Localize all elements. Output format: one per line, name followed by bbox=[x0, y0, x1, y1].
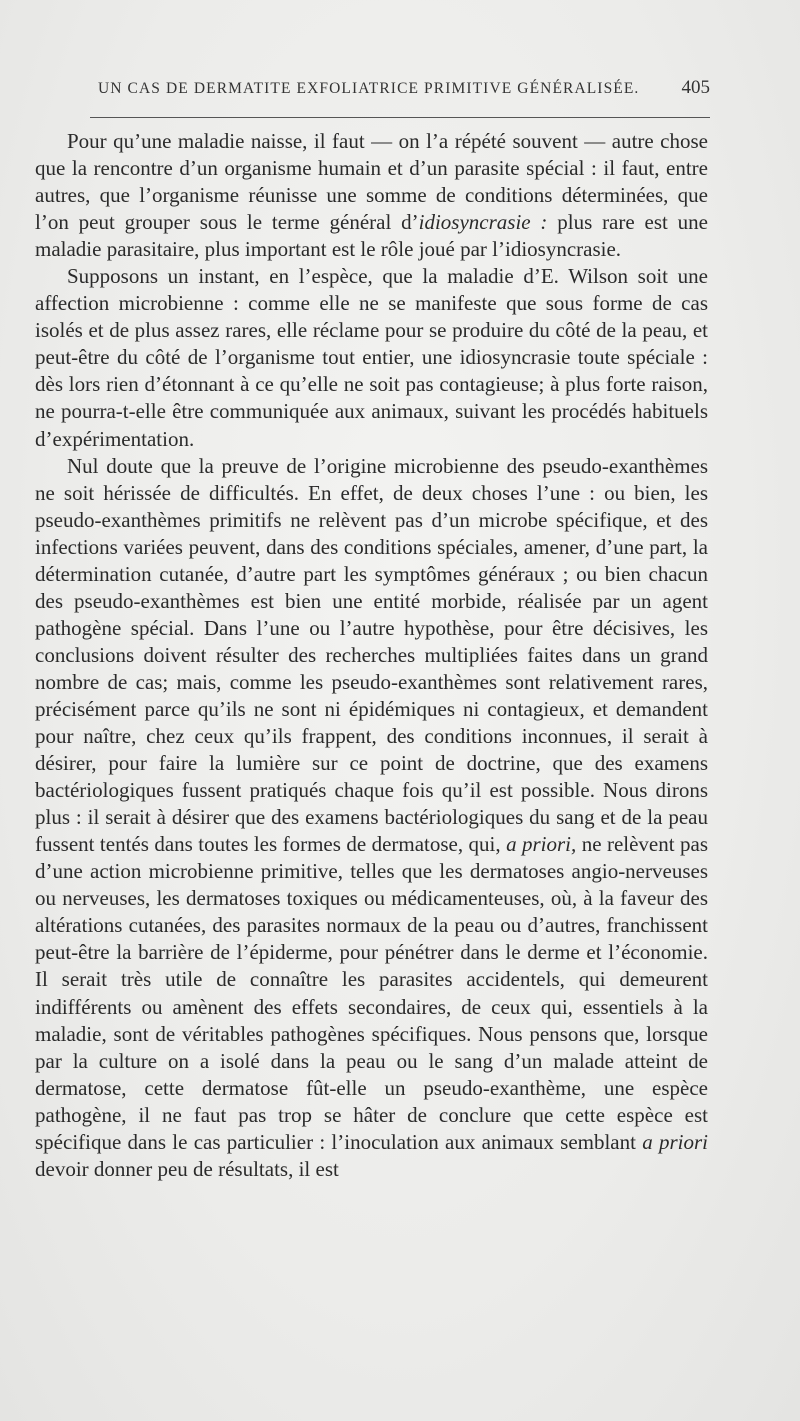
running-head bbox=[98, 74, 710, 104]
page-number: 405 bbox=[681, 77, 710, 98]
paragraph-1-text: Pour qu’une maladie naisse, il faut — on l’a répété souvent — autre chose que la rencontre d’un organisme humain et d’un parasite spécial : il faut, entre autres, que l’organisme réunisse une somme de conditions déterminées, que l’on peut grouper sous le terme général d’ bbox=[35, 129, 708, 235]
paragraph-3-text-end: devoir donner peu de résultats, il est bbox=[35, 1156, 339, 1181]
paragraph-3 bbox=[35, 453, 708, 1183]
paragraph-3-text: Nul doute que la preuve de l’origine microbienne des pseudo-exanthèmes ne soit hérissée de difficultés. En effet, de deux choses l’une : ou bien, les pseudo-exanthèmes primitifs ne relèvent pas d’un microbe spécifique, et des infections variées peuvent, dans des conditions spéciales, amener, d’une part, la détermination cutanée, d’autre part les symptômes généraux ; ou bien chacun des pseudo-exanthèmes est bien une entité morbide, réalisée par un agent pathogène spécial. Dans l’une ou l’autre hypothèse, pour être décisives, les conclusions doivent résulter des recherches multipliées faites dans un grand nombre de cas; mais, comme les pseudo-exanthèmes sont relativement rares, précisément parce qu’ils ne sont ni épidémiques ni contagieux, et demandent pour naître, chez ceux qu’ils frappent, des conditions inconnues, il serait à désirer, pour faire la lumière sur ce point de doctrine, que des examens bactériologiques fussent pratiqués chaque fois qu’il est possible. Nous dirons plus : il serait à désirer que des examens bactériologiques du sang et de la peau fussent tentés dans toutes les formes de dermatose, qui, bbox=[35, 453, 708, 857]
paragraph-3-italic-2: a priori bbox=[642, 1129, 709, 1154]
body-text bbox=[35, 128, 708, 1318]
running-title: UN CAS DE DERMATITE EXFOLIATRICE PRIMITIVE GÉNÉRALISÉE. bbox=[98, 80, 640, 97]
paragraph-1-text-end: plus rare est une maladie parasitaire, plus important est le rôle joué par l’idiosyncrasie. bbox=[35, 210, 708, 262]
paragraph-1 bbox=[35, 128, 708, 263]
paragraph-1-italic: idiosyncrasie : bbox=[418, 210, 548, 235]
paragraph-3-italic: a priori, bbox=[506, 832, 577, 857]
paragraph-2: Supposons un instant, en l’espèce, que la maladie d’E. Wilson soit une affection microbienne : comme elle ne se manifeste que sous forme de cas isolés et de plus assez rares, elle réclame pour se produire du côté de la peau, et peut-être du côté de l’organisme tout entier, une idiosyncrasie toute spéciale : dès lors rien d’étonnant à ce qu’elle ne soit pas contagieuse; à plus forte raison, ne pourra-t-elle être communiquée aux animaux, suivant les procédés habituels d’expérimentation. bbox=[35, 264, 708, 451]
header-rule bbox=[90, 117, 710, 118]
paragraph-3-text-middle: ne relèvent pas d’une action microbienne primitive, telles que les dermatoses angio-nerveuses ou nerveuses, les dermatoses toxiques ou médicamenteuses, où, à la faveur des altérations cutanées, des parasites normaux de la peau ou d’autres, franchissent peut-être la barrière de l’épiderme, pour pénétrer dans le derme et l’économie. Il serait très utile de connaître les parasites accidentels, qui demeurent indifférents ou amènent des effets secondaires, de ceux qui, essentiels à la maladie, sont de véritables pathogènes spécifiques. Nous pensons que, lorsque par la culture on a isolé dans la peau ou le sang d’un malade atteint de dermatose, cette dermatose fût-elle un pseudo-exanthème, une espèce pathogène, il ne faut pas trop se hâter de conclure que cette espèce est spécifique dans le cas particulier : l’inoculation aux animaux semblant bbox=[35, 832, 708, 1154]
